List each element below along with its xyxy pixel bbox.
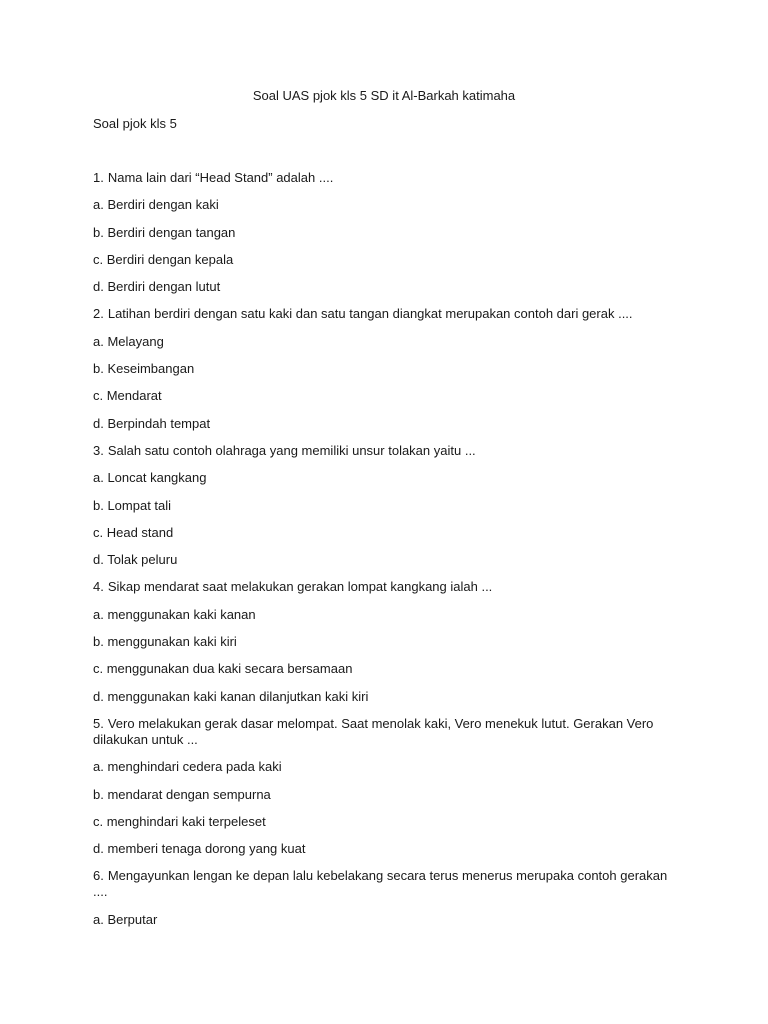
answer-option: d. Berpindah tempat [93, 415, 211, 431]
answer-option: a. menggunakan kaki kanan [93, 606, 256, 622]
question-3 [93, 443, 673, 459]
question-list [93, 170, 673, 939]
answer-option: c. menghindari kaki terpeleset [93, 813, 266, 829]
question-number: 4. [93, 579, 104, 595]
question-number: 6. [93, 868, 104, 884]
question-2 [93, 306, 673, 322]
question-number: 1. [93, 170, 104, 185]
answer-option: d. menggunakan kaki kanan dilanjutkan kaki kiri [93, 688, 369, 704]
answer-option: b. mendarat dengan sempurna [93, 786, 271, 802]
question-text: Vero melakukan gerak dasar melompat. Saat menolak kaki, Vero menekuk lutut. Gerakan Vero dilakukan untuk ... [93, 715, 654, 747]
answer-option: a. Loncat kangkang [93, 470, 207, 486]
answer-option: c. Head stand [93, 524, 174, 540]
answer-option: c. Mendarat [93, 388, 162, 404]
answer-option: a. Melayang [93, 333, 164, 349]
question-text: Salah satu contoh olahraga yang memiliki unsur tolakan yaitu ... [107, 442, 476, 458]
answer-option: b. Lompat tali [93, 497, 172, 513]
answer-option: d. memberi tenaga dorong yang kuat [93, 841, 306, 857]
question-1 [93, 170, 673, 186]
answer-option: a. Berdiri dengan kaki [93, 197, 219, 213]
question-number: 3. [93, 442, 104, 458]
question-number: 2. [93, 306, 104, 322]
question-4 [93, 579, 673, 595]
answer-option: c. Berdiri dengan kepala [93, 251, 234, 267]
answer-option: b. Berdiri dengan tangan [93, 224, 236, 240]
question-number: 5. [93, 715, 104, 731]
answer-option: a. menghindari cedera pada kaki [93, 759, 282, 775]
answer-option: a. Berputar [93, 911, 158, 927]
question-6 [93, 868, 673, 900]
answer-option: c. menggunakan dua kaki secara bersamaan [93, 661, 353, 677]
answer-option: d. Tolak peluru [93, 552, 178, 568]
document-subtitle: Soal pjok kls 5 [93, 116, 177, 131]
question-text: Sikap mendarat saat melakukan gerakan lompat kangkang ialah ... [107, 579, 493, 595]
question-text: Nama lain dari “Head Stand” adalah .... [107, 170, 334, 185]
answer-option: b. Keseimbangan [93, 361, 195, 377]
question-text: Latihan berdiri dengan satu kaki dan satu tangan diangkat merupakan contoh dari gerak .... [107, 306, 633, 322]
answer-option: b. menggunakan kaki kiri [93, 634, 237, 650]
answer-option: d. Berdiri dengan lutut [93, 279, 221, 295]
question-text: Mengayunkan lengan ke depan lalu kebelakang secara terus menerus merupaka contoh gerakan .... [93, 868, 668, 900]
document-title: Soal UAS pjok kls 5 SD it Al-Barkah katimaha [252, 88, 516, 103]
question-5 [93, 716, 673, 748]
